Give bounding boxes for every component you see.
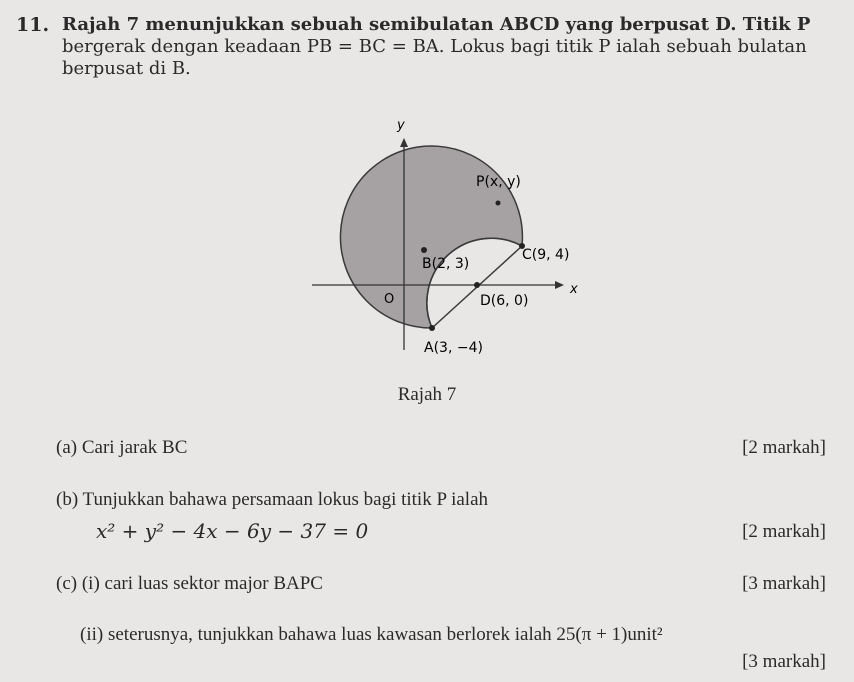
c-label: C(9, 4) [522,247,570,263]
y-axis-label: y [397,118,405,133]
intro-line-3: berpusat di B. [62,58,191,79]
part-c-ii-marks: [3 markah] [742,651,826,672]
intro-line-2: bergerak dengan keadaan PB = BC = BA. Lokus bagi titik P ialah sebuah bulatan [62,36,807,57]
part-b-text: (b) Tunjukkan bahawa persamaan lokus bagi titik P ialah [56,489,488,510]
p-label: P(x, y) [476,174,521,190]
b-label: B(2, 3) [422,256,470,272]
point-a [429,325,435,331]
rajah-7-diagram [300,110,600,370]
y-axis-arrow [400,138,408,147]
part-b-equation: x² + y² − 4x − 6y − 37 = 0 [96,519,369,543]
part-c-marks: [3 markah] [742,573,826,594]
part-a-marks: [2 markah] [742,437,826,458]
part-b-marks: [2 markah] [742,521,826,542]
intro-line-1: Rajah 7 menunjukkan sebuah semibulatan ABCD yang berpusat D. Titik P [62,14,811,35]
a-label: A(3, −4) [424,340,483,356]
question-number: 11. [16,14,50,36]
part-c-text: (c) (i) cari luas sektor major BAPC [56,573,323,594]
question-intro [62,14,832,80]
point-b [421,247,427,253]
x-axis-arrow [555,281,564,289]
point-p [496,201,501,206]
origin-label: O [384,292,395,307]
x-axis-label: x [570,282,578,297]
figure-caption: Rajah 7 [397,384,457,405]
part-a-text: (a) Cari jarak BC [56,437,188,458]
point-d [474,282,480,288]
part-c-ii-text: (ii) seterusnya, tunjukkan bahawa luas kawasan berlorek ialah 25(π + 1)unit² [80,624,663,645]
d-label: D(6, 0) [480,293,529,309]
